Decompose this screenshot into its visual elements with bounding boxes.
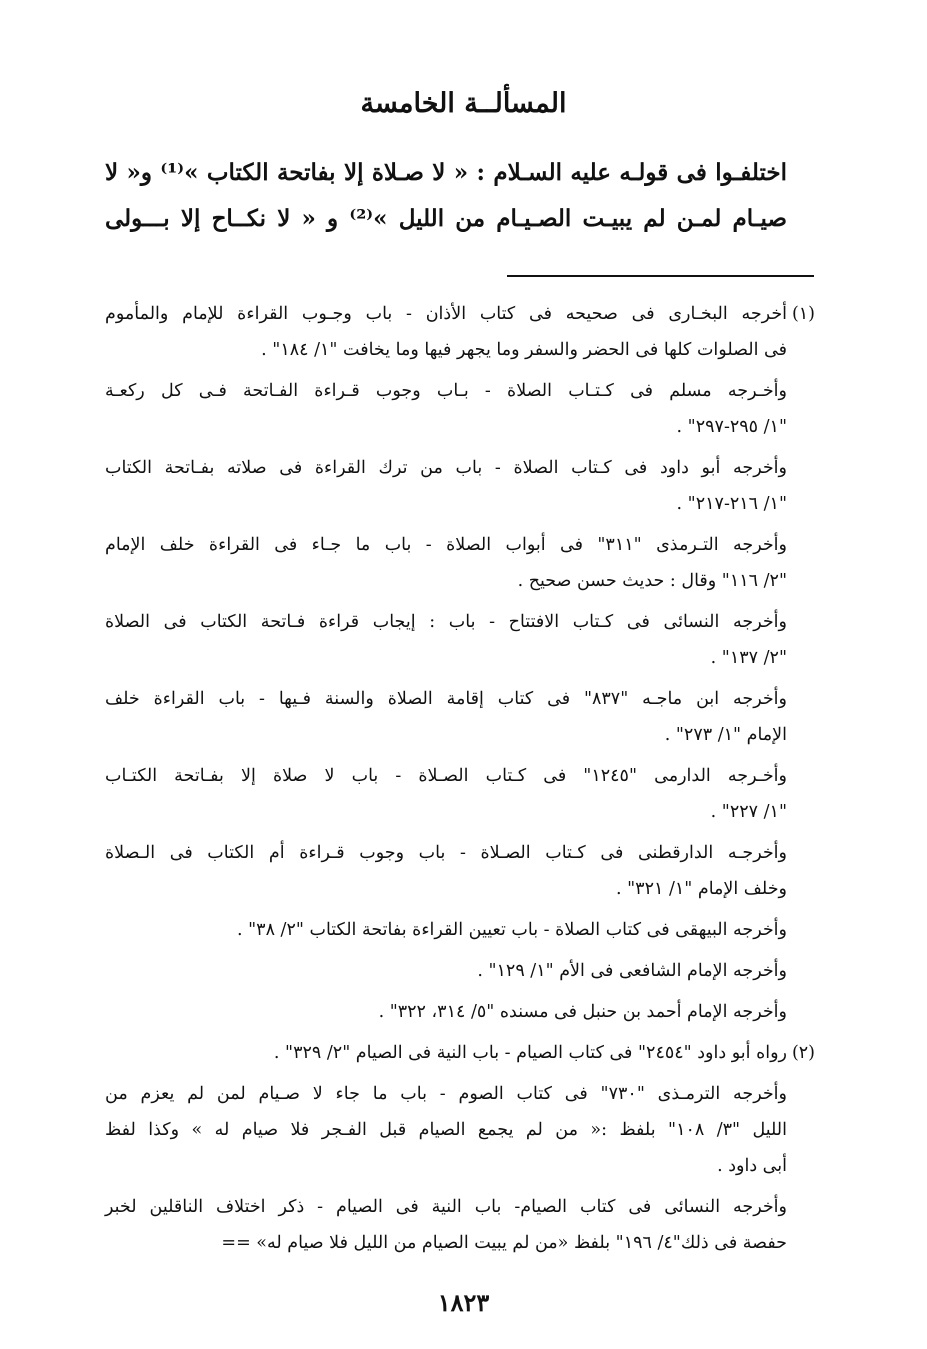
footnote-line: "١/ ٢٢٧" .	[710, 802, 787, 822]
footnote-paragraph	[105, 527, 787, 599]
footnote-line: وأخرجه البيهقى فى كتاب الصلاة - باب تعيين القراءة بفاتحة الكتاب "٢/ ٣٨" .	[236, 920, 787, 940]
footnote-line: أخرجه البخـارى فى صحيحه فى كتاب الأذان - باب وجـوب القراءة للإمام والمأموم	[105, 304, 787, 324]
footnote-line: وأخرجه الإمام أحمد بن حنبل فى مسنده "٥/ ٣١٤، ٣٢٢" .	[378, 1002, 787, 1022]
footnote-number: (١)	[791, 304, 815, 324]
footnote-line: وأخرجه الترمـذى "٧٣٠" فى كتاب الصوم - باب ما جاء لا صـيام لمن لم يعزم من	[105, 1084, 787, 1104]
footnote-paragraph	[105, 1076, 787, 1184]
main-text	[105, 150, 787, 242]
footnote-line: وأخرجه الإمام الشافعى فى الأم "١/ ١٢٩" .	[477, 961, 787, 981]
footnote-1	[105, 296, 815, 1030]
main-text-line: اختلفـوا فى قولـه عليه السـلام : « لا صـلاة إلا بفاتحة الكتاب »⁽¹⁾ و« لا	[105, 159, 787, 186]
footnote-separator	[507, 275, 814, 277]
footnote-paragraph	[105, 681, 787, 753]
footnote-paragraph	[105, 912, 787, 948]
footnote-line: الليل "٣/ ١٠٨" بلفظ :« من لم يجمع الصيام قبل الفـجر فلا صيام له » وكذا لفظ	[105, 1120, 787, 1140]
footnotes	[105, 296, 815, 1266]
footnote-line: وأخـرجه الدارمى "١٢٤٥" فى كـتاب الصـلاة - باب لا صلاة إلا بفـاتحة الكتـاب	[105, 766, 787, 786]
footnote-number: (٢)	[791, 1043, 815, 1063]
footnote-line: وأخرجه ابن ماجـه "٨٣٧" فى كتاب إقامة الصلاة والسنة فـيها - باب القراءة خلف	[105, 689, 787, 709]
footnote-line: "٢/ ١٣٧" .	[710, 648, 787, 668]
footnote-line: "١/ ٢٩٥-٢٩٧" .	[676, 417, 787, 437]
footnote-paragraph	[105, 1189, 787, 1261]
footnote-line: وأخرجه أبو داود فى كـتاب الصلاة - باب من ترك القراءة فى صلاته بفـاتحة الكتاب	[105, 458, 787, 478]
footnote-line: وخلف الإمام "١/ ٣٢١" .	[615, 879, 787, 899]
section-title: المسألــة الخامسة	[360, 88, 567, 119]
footnote-paragraph	[105, 296, 787, 368]
page-number: ١٨٢٣	[437, 1288, 490, 1317]
footnote-paragraph	[105, 450, 787, 522]
footnote-line: رواه أبو داود "٢٤٥٤" فى كتاب الصيام - باب النية فى الصيام "٢/ ٣٢٩" .	[273, 1043, 787, 1063]
footnote-line: وأخرجه النسائى فى كـتاب الافتتاح - باب : إيجاب قراءة فـاتحة الكتاب فى الصلاة	[105, 612, 787, 632]
footnote-paragraph	[105, 758, 787, 830]
footnote-line: وأخرجه التـرمذى "٣١١" فى أبواب الصلاة - باب ما جـاء فى القراءة خلف الإمام	[105, 535, 787, 555]
main-text-line: صيـام لمـن لم يبيـت الصـيـام من الليل »⁽²⁾ و « لا نكــاح إلا بـــولى	[105, 205, 787, 232]
footnote-paragraph	[105, 953, 787, 989]
footnote-2	[105, 1035, 815, 1261]
footnote-line: وأخرجه النسائى فى كتاب الصيام- باب النية فى الصيام - ذكر اختلاف الناقلين لخبر	[105, 1197, 787, 1217]
footnote-paragraph	[105, 604, 787, 676]
footnote-paragraph	[105, 1035, 787, 1071]
footnote-line: فى الصلوات كلها فى الحضر والسفر وما يجهر فيها وما يخافت "١/ ١٨٤" .	[261, 340, 787, 360]
footnote-line: "١/ ٢١٦-٢١٧" .	[676, 494, 787, 514]
footnote-paragraph	[105, 373, 787, 445]
footnote-line: أبى داود .	[717, 1156, 787, 1176]
footnote-paragraph	[105, 994, 787, 1030]
footnote-line: الإمام "١/ ٢٧٣" .	[664, 725, 787, 745]
footnote-line: حفصة فى ذلك"٤/ ١٩٦" بلفظ «من لم يبيت الصيام من الليل فلا صيام له» ==	[221, 1233, 787, 1253]
footnote-line: "٢/ ١١٦" وقال : حديث حسن صحيح .	[517, 571, 787, 591]
footnote-line: وأخـرجه مسلم فى كـتـاب الصلاة - بـاب وجوب قـراءة الفـاتحة فـى كل ركعـة	[105, 381, 787, 401]
footnote-paragraph	[105, 835, 787, 907]
footnote-line: وأخرجـه الدارقطنى فى كـتاب الصـلاة - باب وجوب قـراءة أم الكتاب فى الـصلاة	[105, 843, 787, 863]
